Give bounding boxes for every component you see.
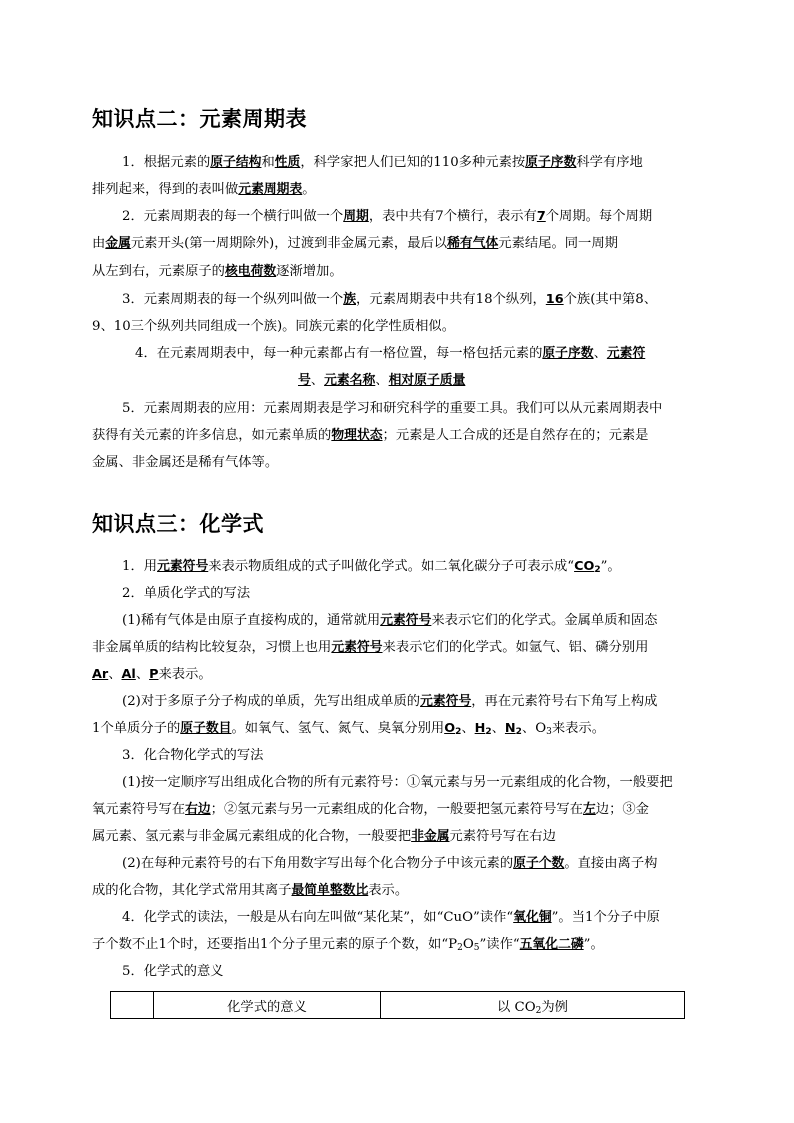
paragraph-line: 1个单质分子的原子数目。如氧气、氢气、氮气、臭氧分别用$O_2$、$H_2$、$N_2$、$O_3$来表示。	[92, 721, 606, 737]
paragraph-line: 2．元素周期表的每一个横行叫做一个周期，表中共有7个横行，表示有7个周期。每个周期	[122, 209, 653, 224]
section-heading-periodic-table: 知识点二：元素周期表	[92, 107, 307, 131]
paragraph-line: 从左到右，元素原子的核电荷数逐渐增加。	[92, 264, 343, 279]
section-heading-chemical-formula: 知识点三：化学式	[92, 512, 264, 536]
paragraph-line: (1)按一定顺序写出组成化合物的所有元素符号：①氧元素与另一元素组成的化合物，一般要把	[122, 775, 673, 790]
paragraph-line: 排列起来，得到的表叫做元素周期表。	[92, 182, 316, 197]
paragraph-line: 获得有关元素的许多信息，如元素单质的物理状态；元素是人工合成的还是自然存在的；元素是	[92, 428, 649, 443]
paragraph-line: 1．用元素符号来表示物质组成的式子叫做化学式。如二氧化碳分子可表示成“$CO_2$”。	[122, 559, 621, 575]
paragraph-line: Ar、Al、P来表示。	[92, 667, 212, 682]
paragraph-line: 4．化学式的读法，一般是从右向左叫做“某化某”，如“CuO”读作“氧化铜”。当1个分子中原	[122, 910, 660, 925]
table-header-example: 以 $CO_2$为例	[381, 992, 685, 1019]
paragraph-line: 5．元素周期表的应用：元素周期表是学习和研究科学的重要工具。我们可以从元素周期表中	[122, 401, 663, 416]
formula-meaning-table	[110, 991, 685, 1019]
paragraph-line: (2)对于多原子分子构成的单质，先写出组成单质的元素符号，再在元素符号右下角写上构成	[122, 694, 658, 709]
table-row	[111, 992, 685, 1019]
paragraph-line: 号、元素名称、相对原子质量	[298, 373, 466, 388]
paragraph-line: 5．化学式的意义	[122, 964, 224, 979]
paragraph-line: 非金属单质的结构比较复杂，习惯上也用元素符号来表示它们的化学式。如氩气、铝、磷分别用	[92, 640, 649, 655]
paragraph-line: 9、10三个纵列共同组成一个族)。同族元素的化学性质相似。	[92, 319, 455, 334]
paragraph-line: 4．在元素周期表中，每一种元素都占有一格位置，每一格包括元素的原子序数、元素符	[135, 346, 646, 361]
paragraph-line: 2．单质化学式的写法	[122, 586, 251, 601]
table-header-meaning: 化学式的意义	[154, 992, 381, 1019]
paragraph-line: 3．元素周期表的每一个纵列叫做一个族，元素周期表中共有18个纵列，16个族(其中第8、	[122, 292, 658, 307]
paragraph-line: 氧元素符号写在右边；②氢元素与另一元素组成的化合物，一般要把氢元素符号写在左边；③金	[92, 802, 649, 817]
paragraph-line: 成的化合物，其化学式常用其离子最简单整数比表示。	[92, 883, 409, 898]
paragraph-line: 金属、非金属还是稀有气体等。	[92, 455, 279, 470]
paragraph-line: 3．化合物化学式的写法	[122, 748, 264, 763]
paragraph-line: 属元素、氢元素与非金属元素组成的化合物，一般要把非金属元素符号写在右边	[92, 829, 556, 844]
paragraph-line: (1)稀有气体是由原子直接构成的，通常就用元素符号来表示它们的化学式。金属单质和固态	[122, 613, 658, 628]
paragraph-line: (2)在每种元素符号的右下角用数字写出每个化合物分子中该元素的原子个数。直接由离子构	[122, 856, 658, 871]
table-cell	[111, 992, 154, 1019]
paragraph-line: 1．根据元素的原子结构和性质，科学家把人们已知的110多种元素按原子序数科学有序地	[122, 155, 643, 170]
paragraph-line: 由金属元素开头(第一周期除外)，过渡到非金属元素，最后以稀有气体元素结尾。同一周期	[92, 236, 618, 251]
paragraph-line: 子个数不止1个时，还要指出1个分子里元素的原子个数，如“$P_2O_5$”读作“五氧化二磷”。	[92, 937, 604, 953]
